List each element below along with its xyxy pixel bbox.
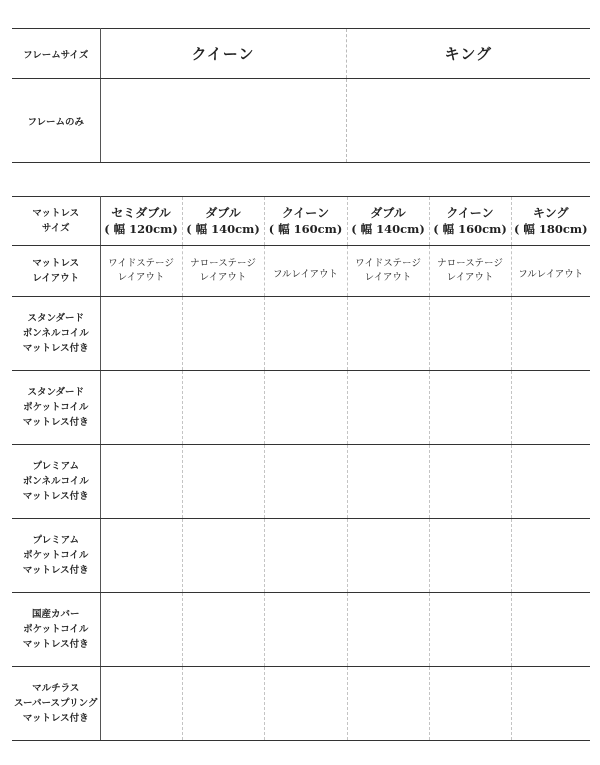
table-cell <box>182 519 264 593</box>
mattress-layout-label-line1: マットレス <box>32 258 80 269</box>
mattress-size-label-line1: マットレス <box>32 208 80 219</box>
size-cell-king <box>511 197 590 246</box>
table-cell <box>182 667 264 741</box>
layout-cell-4 <box>347 246 429 297</box>
layout-text: フルレイアウト <box>272 268 339 280</box>
mattress-size-label <box>12 197 100 246</box>
layout-text-line1: ワイドステージ <box>355 258 421 269</box>
table-cell <box>264 371 347 445</box>
label-line: 国産カバー <box>31 609 80 620</box>
layout-cell-2 <box>182 246 264 297</box>
frame-size-table <box>12 28 590 163</box>
layout-text: フルレイアウト <box>518 268 584 280</box>
mattress-type-label <box>12 445 100 519</box>
frame-column-king: キング <box>346 29 590 79</box>
layout-text-line1: ワイドステージ <box>108 258 174 269</box>
table-cell <box>429 519 511 593</box>
frame-only-row <box>12 79 590 163</box>
size-name: キング <box>532 206 569 220</box>
size-cell-double <box>182 197 264 246</box>
label-line: マットレス付き <box>22 565 89 576</box>
table-cell <box>347 371 429 445</box>
label-line: ボンネルコイル <box>22 328 89 339</box>
table-cell <box>429 445 511 519</box>
table-row <box>12 371 590 445</box>
size-cell-queen-2 <box>429 197 511 246</box>
mattress-layout-label-line2: レイアウト <box>32 273 80 284</box>
frame-only-label: フレームのみ <box>12 79 100 163</box>
layout-text-line2: レイアウト <box>117 272 165 283</box>
layout-text-line1: ナローステージ <box>437 258 503 269</box>
table-cell <box>347 519 429 593</box>
layout-cell-3 <box>264 246 347 297</box>
size-name: クイーン <box>446 206 494 220</box>
label-line: マットレス付き <box>22 713 89 724</box>
table-cell <box>264 297 347 371</box>
layout-cell-1 <box>100 246 182 297</box>
mattress-type-label <box>12 519 100 593</box>
mattress-type-label <box>12 297 100 371</box>
table-cell <box>182 297 264 371</box>
table-row <box>12 667 590 741</box>
table-row <box>12 445 590 519</box>
size-name: ダブル <box>370 206 406 220</box>
table-row <box>12 593 590 667</box>
mattress-type-label <box>12 667 100 741</box>
table-row <box>12 297 590 371</box>
table-cell <box>100 297 182 371</box>
table-cell <box>429 297 511 371</box>
label-line: ポケットコイル <box>23 550 89 561</box>
table-cell <box>100 593 182 667</box>
table-cell <box>347 445 429 519</box>
size-width: ( 幅 140cm) <box>186 222 260 236</box>
layout-text-line2: レイアウト <box>446 272 494 283</box>
size-cell-queen <box>264 197 347 246</box>
label-line: マットレス付き <box>22 417 89 428</box>
layout-cell-6 <box>511 246 590 297</box>
mattress-size-label-line2: サイズ <box>41 223 70 234</box>
layout-text-line2: レイアウト <box>199 272 247 283</box>
table-cell <box>100 667 182 741</box>
table-cell <box>182 445 264 519</box>
table-cell <box>264 519 347 593</box>
mattress-size-row <box>12 197 590 246</box>
label-line: マルチラス <box>32 683 80 694</box>
table-cell <box>100 445 182 519</box>
size-cell-double-2 <box>347 197 429 246</box>
size-width: ( 幅 120cm) <box>104 222 178 236</box>
table-cell <box>511 445 590 519</box>
size-width: ( 幅 140cm) <box>351 222 425 236</box>
table-cell <box>511 297 590 371</box>
table-cell <box>264 445 347 519</box>
table-cell <box>511 667 590 741</box>
size-cell-semi-double <box>100 197 182 246</box>
table-cell <box>511 519 590 593</box>
size-name: クイーン <box>281 206 330 220</box>
label-line: マットレス付き <box>22 343 89 354</box>
label-line: マットレス付き <box>22 491 89 502</box>
table-row <box>12 519 590 593</box>
label-line: ポケットコイル <box>23 402 89 413</box>
table-cell <box>347 593 429 667</box>
mattress-layout-label <box>12 246 100 297</box>
frame-only-cell-queen <box>100 79 346 163</box>
table-cell <box>429 667 511 741</box>
layout-text-line2: レイアウト <box>364 272 412 283</box>
table-cell <box>511 371 590 445</box>
label-line: ポケットコイル <box>23 624 89 635</box>
frame-size-label: フレームサイズ <box>12 29 100 79</box>
size-width: ( 幅 160cm) <box>268 222 343 236</box>
table-cell <box>100 519 182 593</box>
table-cell <box>182 593 264 667</box>
layout-cell-5 <box>429 246 511 297</box>
size-name: ダブル <box>205 206 241 220</box>
label-line: マットレス付き <box>22 639 89 650</box>
size-width: ( 幅 160cm) <box>433 222 507 236</box>
mattress-table <box>12 196 590 741</box>
mattress-type-label <box>12 371 100 445</box>
frame-column-queen: クイーン <box>100 29 346 79</box>
label-line: スタンダード <box>27 387 85 398</box>
size-width: ( 幅 180cm) <box>513 222 588 236</box>
mattress-layout-row <box>12 246 590 297</box>
layout-text-line1: ナローステージ <box>190 258 256 269</box>
table-cell <box>264 667 347 741</box>
mattress-type-label <box>12 593 100 667</box>
label-line: プレミアム <box>32 535 79 546</box>
table-cell <box>182 371 264 445</box>
label-line: スーパースプリング <box>13 698 98 709</box>
frame-size-header-row <box>12 29 590 79</box>
table-cell <box>429 593 511 667</box>
table-cell <box>347 297 429 371</box>
label-line: プレミアム <box>32 461 79 472</box>
size-name: セミダブル <box>111 206 171 220</box>
table-cell <box>100 371 182 445</box>
label-line: スタンダード <box>27 313 85 324</box>
table-cell <box>511 593 590 667</box>
label-line: ボンネルコイル <box>22 476 89 487</box>
table-cell <box>347 667 429 741</box>
table-cell <box>264 593 347 667</box>
frame-only-cell-king <box>346 79 590 163</box>
table-cell <box>429 371 511 445</box>
